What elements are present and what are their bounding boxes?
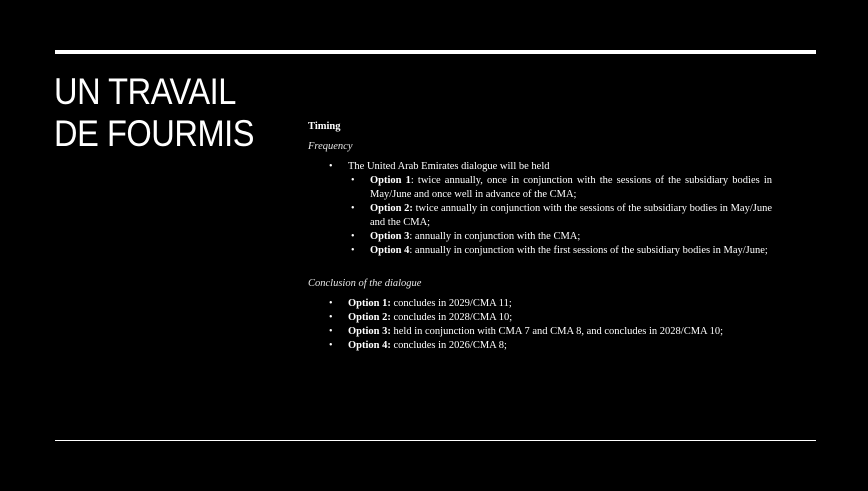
- frequency-list: [308, 160, 772, 258]
- list-item: [308, 311, 772, 325]
- bullet-icon: •: [329, 161, 333, 172]
- option-label: Option 3: [370, 231, 410, 242]
- option-label: Option 2:: [370, 203, 413, 214]
- frequency-label: Frequency: [308, 141, 353, 152]
- list-item: [308, 325, 772, 339]
- option-label: Option 4: [370, 245, 410, 256]
- option-text: concludes in 2026/CMA 8;: [390, 340, 507, 351]
- bullet-icon: •: [329, 298, 333, 309]
- section-heading: Timing: [308, 121, 341, 132]
- frequency-options-list: [348, 174, 772, 258]
- option-text: : annually in conjunction with the first sessions of the subsidiary bodies in May/June;: [409, 245, 768, 256]
- option-text: : twice annually, once in conjunction with the sessions of the subsidiary bodies in May/June and once well in advance of the CMA;: [370, 175, 772, 200]
- option-text: held in conjunction with CMA 7 and CMA 8, and concludes in 2028/CMA 10;: [390, 326, 724, 337]
- bullet-icon: •: [351, 175, 355, 186]
- intro-text: The United Arab Emirates dialogue will be held: [348, 161, 550, 172]
- conclusion-list: [308, 297, 772, 353]
- slide-title-line-2: DE FOURMIS: [54, 113, 255, 154]
- option-label: Option 1: [370, 175, 411, 186]
- bullet-icon: •: [351, 245, 355, 256]
- list-item: [308, 339, 772, 353]
- list-item: [308, 244, 772, 258]
- list-item: [308, 174, 772, 202]
- option-text: : annually in conjunction with the CMA;: [409, 231, 581, 242]
- conclusion-label: Conclusion of the dialogue: [308, 278, 422, 289]
- option-text: concludes in 2028/CMA 10;: [390, 312, 513, 323]
- list-item: [308, 230, 772, 244]
- list-item: [308, 297, 772, 311]
- slide-title-line-1: UN TRAVAIL: [54, 71, 236, 112]
- option-label: Option 1:: [348, 298, 391, 309]
- bullet-icon: •: [329, 340, 333, 351]
- option-text: twice annually in conjunction with the sessions of the subsidiary bodies in May/June and the CMA;: [370, 203, 772, 228]
- bullet-icon: •: [329, 312, 333, 323]
- option-label: Option 4:: [348, 340, 391, 351]
- bullet-icon: •: [351, 231, 355, 242]
- bottom-divider: [55, 440, 816, 441]
- option-text: concludes in 2029/CMA 11;: [390, 298, 512, 309]
- option-label: Option 2:: [348, 312, 391, 323]
- slide-title: [54, 71, 254, 155]
- option-label: Option 3:: [348, 326, 391, 337]
- top-divider: [55, 50, 816, 54]
- document-excerpt: [308, 120, 772, 353]
- list-item: [308, 160, 772, 258]
- bullet-icon: •: [329, 326, 333, 337]
- bullet-icon: •: [351, 203, 355, 214]
- list-item: [308, 202, 772, 230]
